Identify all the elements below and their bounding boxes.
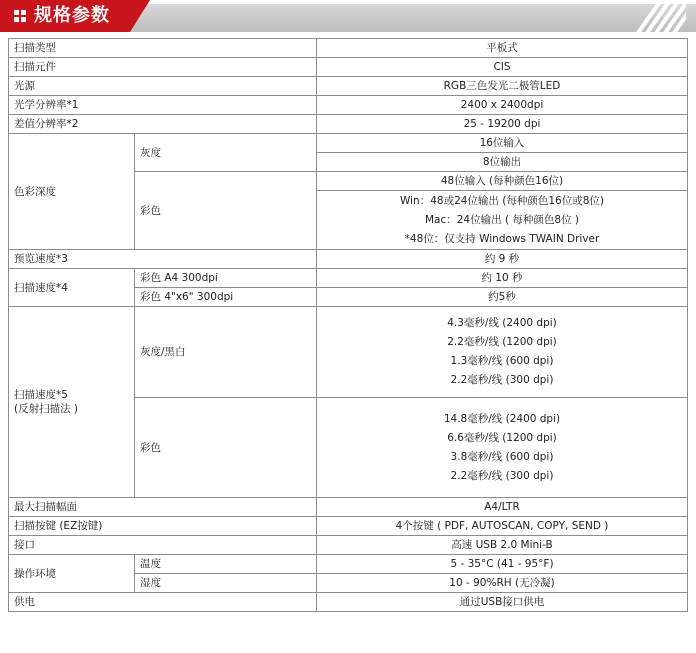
header-red-tab xyxy=(0,0,130,32)
spec-sublabel: 温度 xyxy=(135,555,317,574)
spec-line: Win：48或24位输出 (每种颜色16位或8位) xyxy=(399,194,605,207)
spec-label: (反射扫描法 ) xyxy=(14,403,79,415)
spec-sublabel: 湿度 xyxy=(135,574,317,593)
spec-value: 16位输入 xyxy=(317,134,688,153)
table-row xyxy=(9,593,688,612)
table-row xyxy=(9,58,688,77)
grid-squares-icon xyxy=(14,10,26,22)
spec-sublabel: 彩色 xyxy=(135,172,317,250)
spec-sublabel: 彩色 4"x6" 300dpi xyxy=(135,288,317,307)
spec-value: 平板式 xyxy=(317,39,688,58)
section-header xyxy=(0,0,696,32)
spec-value: 约 10 秒 xyxy=(317,269,688,288)
spec-value-multiline xyxy=(317,398,688,498)
spec-line: 2.2毫秒/线 (300 dpi) xyxy=(450,374,554,386)
spec-line: 3.8毫秒/线 (600 dpi) xyxy=(450,450,554,463)
spec-sublabel: 灰度 xyxy=(135,134,317,172)
spec-value: CIS xyxy=(317,58,688,77)
spec-value: 高速 USB 2.0 Mini-B xyxy=(317,536,688,555)
spec-value: 2400 x 2400dpi xyxy=(317,96,688,115)
table-row xyxy=(9,39,688,58)
spec-label: 扫描元件 xyxy=(9,58,317,77)
header-stripes-decoration xyxy=(634,4,686,32)
spec-label: 光源 xyxy=(9,77,317,96)
spec-label: 扫描速度*5 xyxy=(14,389,68,401)
table-row xyxy=(9,134,688,153)
spec-label: 接口 xyxy=(9,536,317,555)
spec-label: 最大扫描幅面 xyxy=(9,498,317,517)
spec-table xyxy=(8,38,688,612)
table-row xyxy=(9,96,688,115)
table-row xyxy=(9,517,688,536)
spec-value: 约5秒 xyxy=(317,288,688,307)
spec-value: 48位输入 (每种颜色16位) xyxy=(317,172,688,191)
spec-value: 4个按键 ( PDF, AUTOSCAN, COPY, SEND ) xyxy=(317,517,688,536)
spec-value: RGB三色发光二极管LED xyxy=(317,77,688,96)
spec-label-multiline xyxy=(9,307,135,498)
spec-line: 14.8毫秒/线 (2400 dpi) xyxy=(443,412,561,425)
spec-label: 供电 xyxy=(9,593,317,612)
table-row xyxy=(9,555,688,574)
spec-value: 10 - 90%RH (无冷凝) xyxy=(317,574,688,593)
spec-label: 色彩深度 xyxy=(9,134,135,250)
spec-value-multiline xyxy=(317,191,688,250)
spec-line: 2.2毫秒/线 (300 dpi) xyxy=(450,469,554,482)
table-row xyxy=(9,115,688,134)
spec-label: 操作环境 xyxy=(9,555,135,593)
spec-value-multiline xyxy=(317,307,688,398)
spec-line: 2.2毫秒/线 (1200 dpi) xyxy=(447,336,557,348)
spec-sublabel: 彩色 A4 300dpi xyxy=(135,269,317,288)
spec-label: 差值分辨率*2 xyxy=(9,115,317,134)
spec-label: 扫描类型 xyxy=(9,39,317,58)
table-row xyxy=(9,77,688,96)
spec-line: *48位：仅支持 Windows TWAIN Driver xyxy=(404,232,600,245)
spec-sublabel: 彩色 xyxy=(135,398,317,498)
spec-label: 扫描速度*4 xyxy=(9,269,135,307)
section-title: 规格参数 xyxy=(34,5,110,26)
spec-line: 6.6毫秒/线 (1200 dpi) xyxy=(447,431,557,444)
spec-line: Mac：24位输出 ( 每种颜色8位 ) xyxy=(424,213,579,226)
table-row xyxy=(9,250,688,269)
table-row xyxy=(9,307,688,398)
spec-value: A4/LTR xyxy=(317,498,688,517)
table-row xyxy=(9,536,688,555)
spec-value: 约 9 秒 xyxy=(317,250,688,269)
spec-label: 光学分辨率*1 xyxy=(9,96,317,115)
spec-line: 1.3毫秒/线 (600 dpi) xyxy=(450,355,554,367)
spec-value: 8位输出 xyxy=(317,153,688,172)
spec-label: 扫描按键 (EZ按键) xyxy=(9,517,317,536)
spec-value: 5 - 35°C (41 - 95°F) xyxy=(317,555,688,574)
table-row xyxy=(9,498,688,517)
spec-line: 4.3毫秒/线 (2400 dpi) xyxy=(447,317,557,329)
spec-value: 通过USB接口供电 xyxy=(317,593,688,612)
spec-sublabel: 灰度/黑白 xyxy=(135,307,317,398)
spec-value: 25 - 19200 dpi xyxy=(317,115,688,134)
table-row xyxy=(9,269,688,288)
spec-label: 预览速度*3 xyxy=(9,250,317,269)
